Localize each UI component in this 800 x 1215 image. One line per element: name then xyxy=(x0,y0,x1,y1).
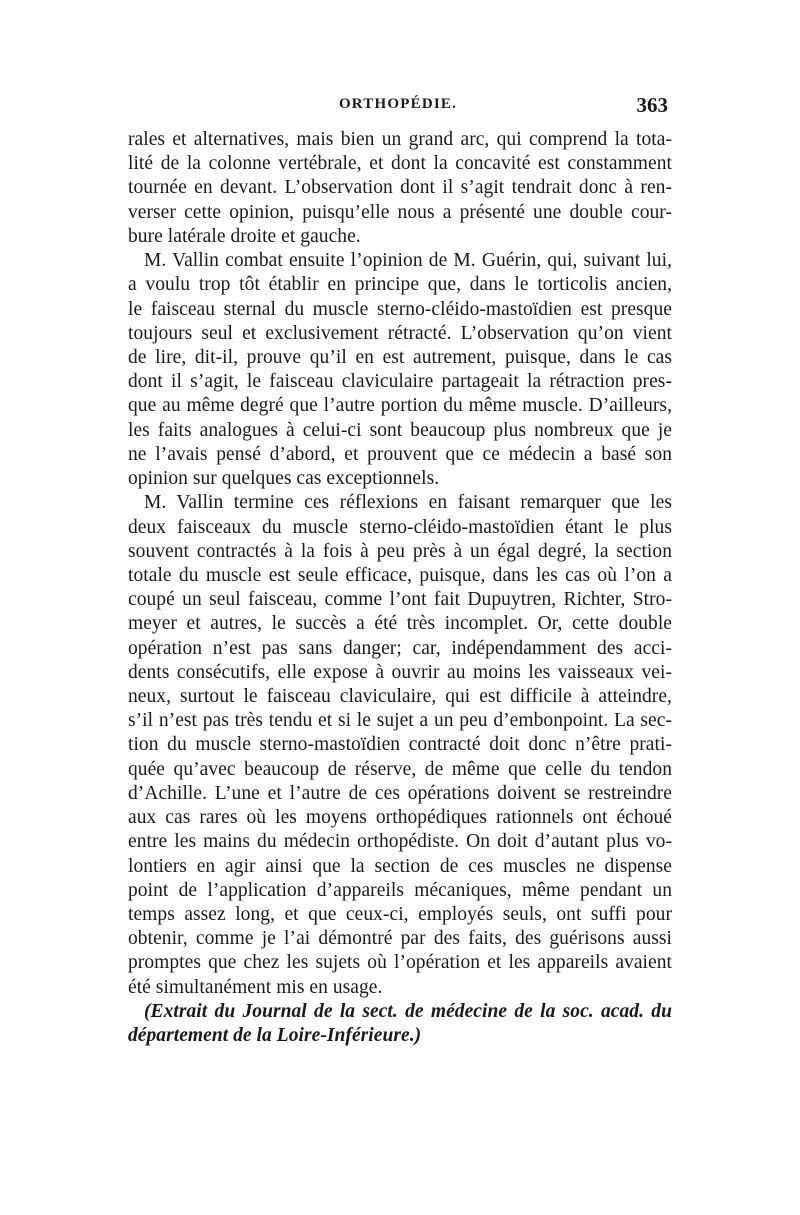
text-line: bure latérale droite et gauche. xyxy=(128,225,361,247)
text-line: point de l’application d’appareils mécaniques, même pendant un xyxy=(128,879,672,901)
text-line: lité de la colonne vertébrale, et dont la concavité est constamment xyxy=(128,153,672,175)
text-line: deux faisceaux du muscle sterno-cléido-mastoïdien étant le plus xyxy=(128,516,672,538)
text-line: été simultanément mis en usage. xyxy=(128,976,383,998)
text-line: opération n’est pas sans danger; car, indépendamment des acci- xyxy=(128,637,672,659)
text-line: totale du muscle est seule efficace, puisque, dans les cas où l’on a xyxy=(128,564,672,586)
citation-line: département de la Loire-Inférieure.) xyxy=(128,1025,422,1047)
text-line: les faits analogues à celui-ci sont beaucoup plus nombreux que je xyxy=(128,419,672,441)
text-line: lontiers en agir ainsi que la section de ces muscles ne dispense xyxy=(128,855,672,877)
text-line: a voulu trop tôt établir en principe que, dans le torticolis ancien, xyxy=(128,274,672,296)
text-line: obtenir, comme je l’ai démontré par des faits, des guérisons aussi xyxy=(128,928,672,950)
text-line: le faisceau sternal du muscle sterno-cléido-mastoïdien est presque xyxy=(128,298,672,320)
running-title: ORTHOPÉDIE. xyxy=(338,96,458,112)
text-line: temps assez long, et que ceux-ci, employés seuls, ont suffi pour xyxy=(128,904,672,925)
text-line: toujours seul et exclusivement rétracté. L’observation qu’on vient xyxy=(128,322,672,344)
text-line: tion du muscle sterno-mastoïdien contracté doit donc n’être prati- xyxy=(128,734,672,756)
citation-line: (Extrait du Journal de la sect. de médecine de la soc. acad. du xyxy=(144,1000,672,1022)
text-line: verser cette opinion, puisqu’elle nous a présenté une double cour- xyxy=(128,201,672,223)
text-line: meyer et autres, le succès a été très incomplet. Or, cette double xyxy=(128,613,672,635)
text-line: M. Vallin termine ces réflexions en faisant remarquer que les xyxy=(144,492,672,514)
text-line: entre les mains du médecin orthopédiste. On doit d’autant plus vo- xyxy=(128,831,672,853)
text-line: quée qu’avec beaucoup de réserve, de même que celle du tendon xyxy=(128,758,672,780)
text-line: de lire, dit-il, prouve qu’il en est autrement, puisque, dans le cas xyxy=(128,346,672,368)
body-text xyxy=(128,128,672,1048)
text-line: souvent contractés à la fois à peu près à un égal degré, la section xyxy=(128,540,672,562)
text-line: rales et alternatives, mais bien un grand arc, qui comprend la tota- xyxy=(128,129,672,150)
text-line: promptes que chez les sujets où l’opération et les appareils avaient xyxy=(128,952,672,974)
text-line: dont il s’agit, le faisceau claviculaire partageait la rétraction pres- xyxy=(128,371,672,393)
text-line: ne l’avais pensé d’abord, et prouvent que ce médecin a basé son xyxy=(128,443,672,465)
text-line: opinion sur quelques cas exceptionnels. xyxy=(128,468,440,490)
text-line: coupé un seul faisceau, comme l’ont fait Dupuytren, Richter, Stro- xyxy=(128,589,672,611)
text-line: s’il n’est pas très tendu et si le sujet a un peu d’embonpoint. La sec- xyxy=(128,710,672,732)
text-line: dents consécutifs, elle expose à ouvrir au moins les vaisseaux vei- xyxy=(128,661,672,683)
text-line: que au même degré que l’autre portion du même muscle. D’ailleurs, xyxy=(128,395,672,417)
text-line: tournée en devant. L’observation dont il s’agit tendrait donc à ren- xyxy=(128,177,672,199)
text-line: d’Achille. L’une et l’autre de ces opérations doivent se restreindre xyxy=(128,782,672,804)
text-line: neux, surtout le faisceau claviculaire, qui est difficile à atteindre, xyxy=(128,686,672,708)
running-head xyxy=(128,93,668,120)
text-line: aux cas rares où les moyens orthopédiques rationnels ont échoué xyxy=(128,807,672,829)
text-line: M. Vallin combat ensuite l’opinion de M. Guérin, qui, suivant lui, xyxy=(144,250,672,272)
page-number: 363 xyxy=(636,93,668,117)
